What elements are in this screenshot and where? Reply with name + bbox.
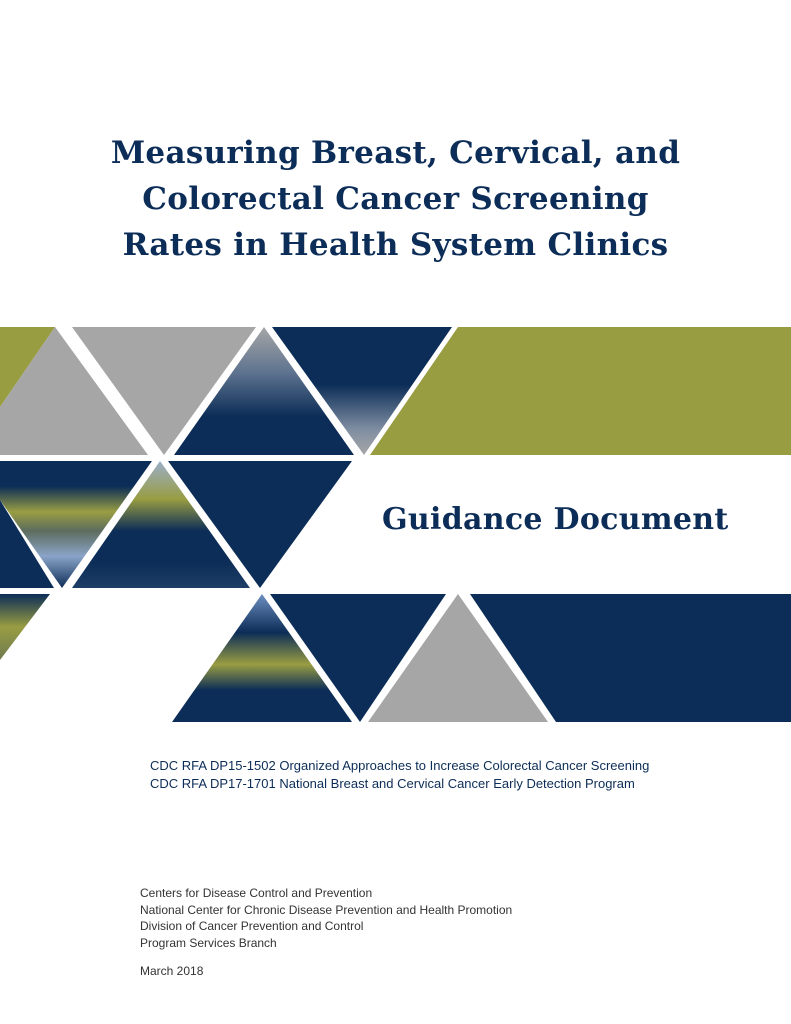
document-title [0, 130, 791, 268]
title-line: Rates in Health System Clinics [122, 227, 669, 263]
gradient-triangle [0, 594, 50, 660]
title-line: Measuring Breast, Cervical, and [110, 135, 681, 171]
document-subtitle: Guidance Document [382, 502, 729, 537]
organization-block [140, 885, 512, 951]
publication-date: March 2018 [140, 964, 204, 978]
organization-line: Program Services Branch [140, 935, 277, 950]
organization-line: National Center for Chronic Disease Prevention and Health Promotion [140, 902, 513, 917]
title-line: Colorectal Cancer Screening [142, 181, 649, 217]
rfa-line: CDC RFA DP17-1701 National Breast and Cervical Cancer Early Detection Program [150, 776, 635, 791]
rfa-line: CDC RFA DP15-1502 Organized Approaches to Increase Colorectal Cancer Screening [150, 758, 650, 773]
organization-line: Division of Cancer Prevention and Control [140, 919, 364, 933]
rfa-list [150, 757, 649, 793]
organization-line: Centers for Disease Control and Prevention [140, 886, 373, 900]
